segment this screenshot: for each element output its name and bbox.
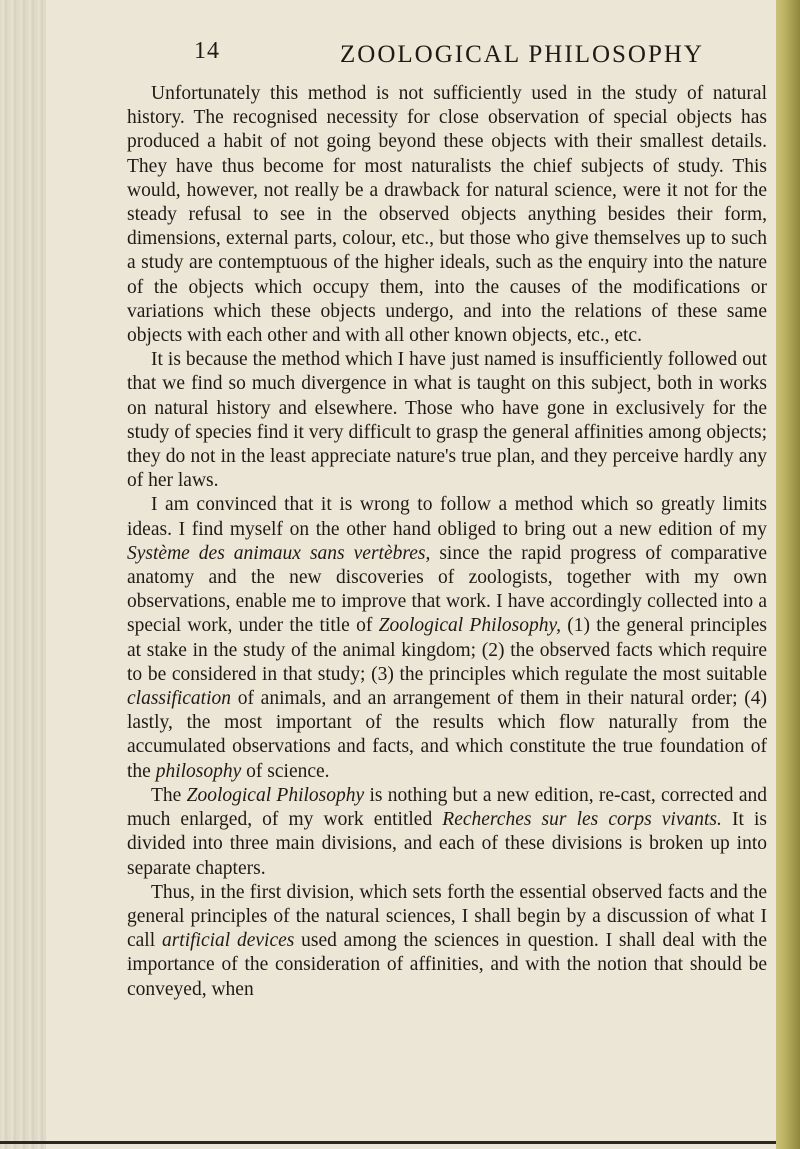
paragraph-3-text-a: I am convinced that it is wrong to follow a method which so greatly limits ideas. I find myself on the other hand obliged to bring out a new edition of my <box>127 494 767 540</box>
paragraph-5-text-a: Thus, in the first division, which sets forth the essential observed facts and the general principles of the natural sciences, I shall begin by a discussion of what I call <box>127 881 767 952</box>
body-text <box>127 82 767 1002</box>
scan-left-edge <box>0 0 46 1149</box>
paragraph-2: It is because the method which I have just named is insufficiently followed out that we find so much divergence in what is taught on this subject, both in works on natural history and elsewhere. Those who have gone in exclusively for the study of species find it very difficult to grasp the general affinities among objects; they do not in the least appreciate nature's true plan, and they perceive hardly any of her laws. <box>127 349 767 492</box>
paragraph-4-text-c: It is divided into three main divisions, and each of these divisions is broken up into separate chapters. <box>127 809 767 879</box>
bottom-page-edge <box>0 1141 776 1144</box>
paragraph-5 <box>127 881 767 1002</box>
paragraph-3-text-c: (1) the general principles at stake in the study of the animal kingdom; (2) the observed facts which require to be considered in that study; (3) the principles which regulate the most suitable <box>127 615 767 685</box>
paragraph-3-italic-classification: classification <box>127 688 231 710</box>
paragraph-4-text-a: The <box>151 784 187 806</box>
paragraph-4 <box>127 784 767 881</box>
paragraph-3-italic-title: Système des animaux sans vertèbres, <box>127 542 431 564</box>
paragraph-5-italic-devices: artificial devices <box>161 930 295 952</box>
paragraph-3-text-b: since the rapid progress of comparative anatomy and the new discoveries of zoologists, together with my own observations, enable me to improve that work. I have accordingly collected into a special work, under the title of <box>127 542 767 637</box>
page-number: 14 <box>194 38 220 64</box>
running-head <box>62 38 772 78</box>
paragraph-3-italic-philosophy: philosophy <box>155 760 242 782</box>
paragraph-1: Unfortunately this method is not sufficiently used in the study of natural history. The recognised necessity for close observation of special objects has produced a habit of not going beyond these objects with their smallest details. They have thus become for most naturalists the chief subjects of study. This would, however, not really be a drawback for natural science, were it not for the steady refusal to see in the observed objects anything besides their form, dimensions, external parts, colour, etc., but those who give themselves up to such a study are contemptuous of the higher ideals, such as the enquiry into the nature of the objects which occupy them, into the causes of the modifications or variations which these objects undergo, and into the relations of these same objects with each other and with all other known objects, etc., etc. <box>127 83 767 347</box>
paragraph-3 <box>127 493 767 783</box>
paragraph-5-text-b: used among the sciences in question. I shall deal with the importance of the consideration of affinities, and with the notion that should be conveyed, when <box>127 930 767 1000</box>
paragraph-3-text-e: of science. <box>241 760 330 782</box>
paragraph-3-text-d: of animals, and an arrangement of them in their natural order; (4) lastly, the most important of the results which flow naturally from the accumulated observations and facts, and which constitute the true foundation of the <box>127 688 767 782</box>
paragraph-4-text-b: is nothing but a new edition, re-cast, corrected and much enlarged, of my work entitled <box>127 784 767 831</box>
paragraph-3-italic-zoological: Zoological Philosophy, <box>378 615 561 637</box>
paragraph-4-italic-recherches: Recherches sur les corps vivants. <box>442 809 722 831</box>
paragraph-4-italic-zoological: Zoological Philosophy <box>186 784 365 806</box>
running-title: ZOOLOGICAL PHILOSOPHY <box>340 41 704 68</box>
scan-right-edge <box>776 0 800 1149</box>
